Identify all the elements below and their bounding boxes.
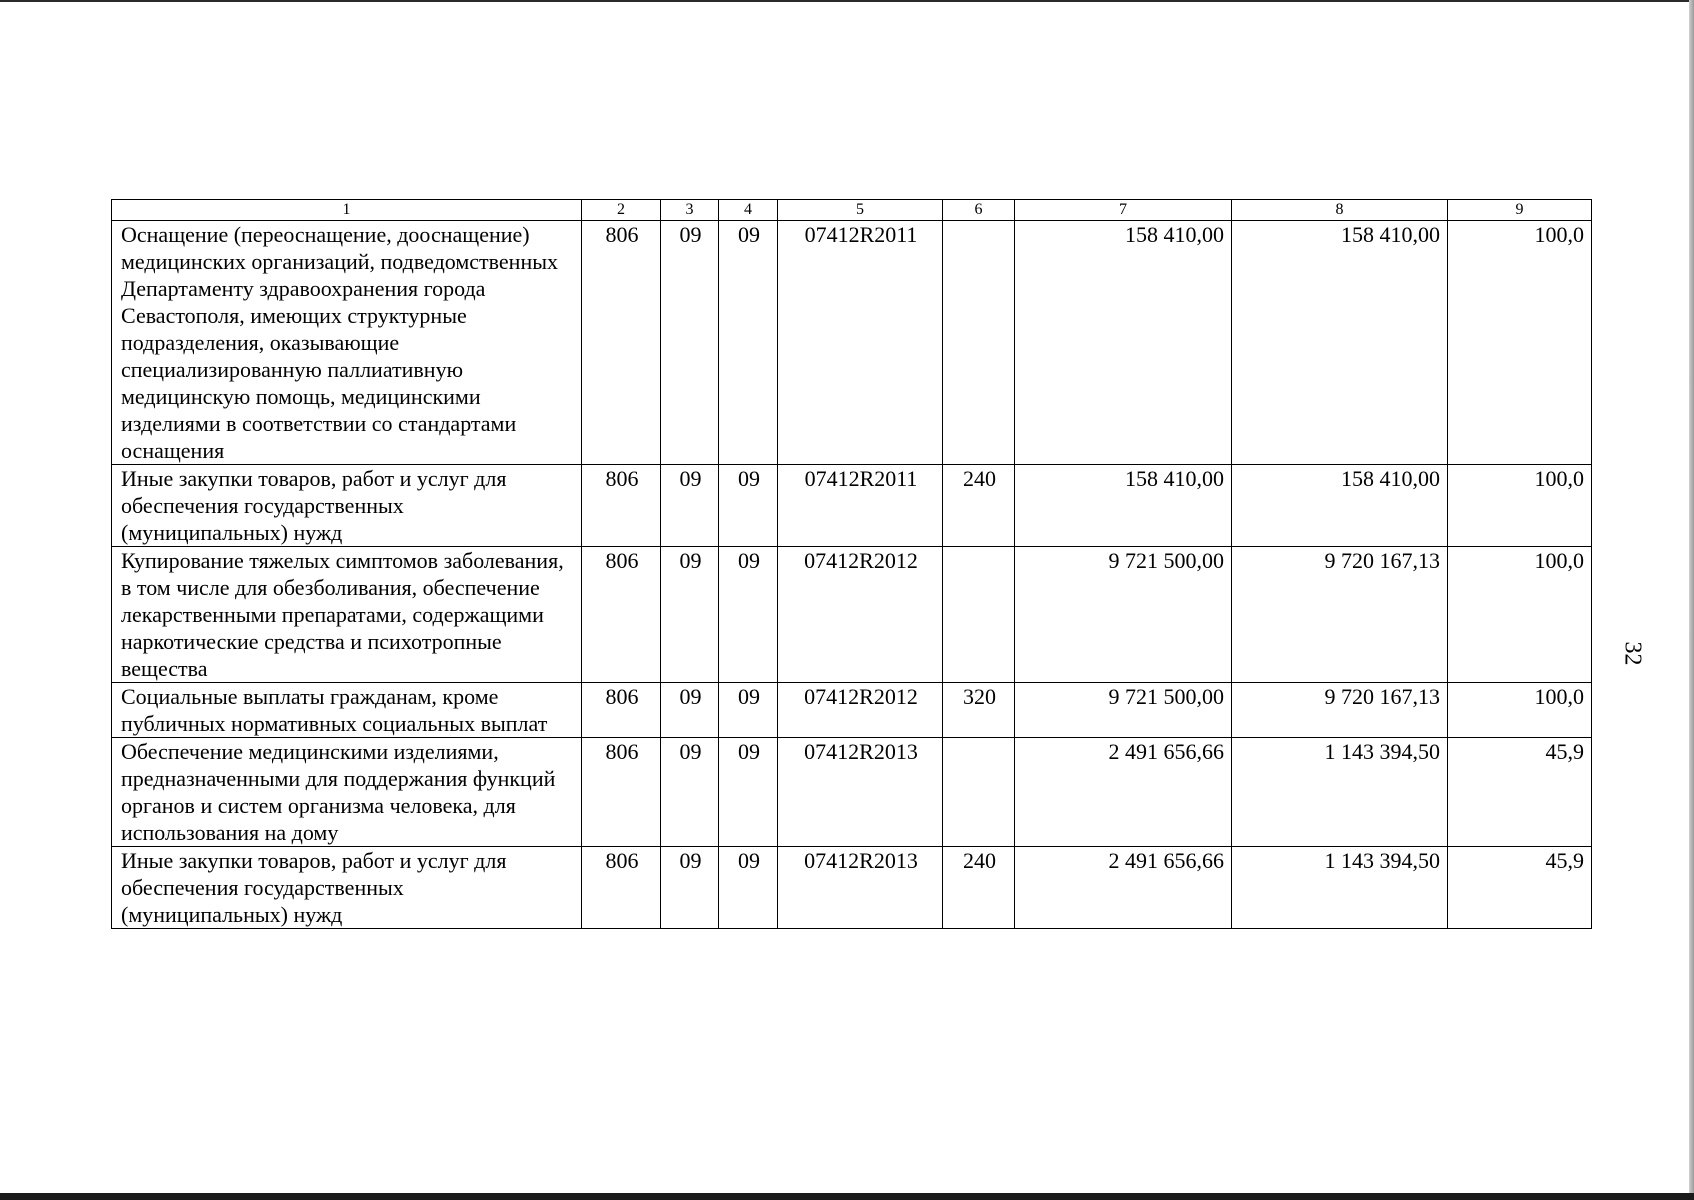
target-article-code: 07412R2011 <box>778 465 943 547</box>
scan-edge-bottom <box>0 1193 1694 1200</box>
execution-percent: 45,9 <box>1448 847 1592 929</box>
execution-percent: 100,0 <box>1448 547 1592 683</box>
section-code: 09 <box>661 847 719 929</box>
target-article-code: 07412R2012 <box>778 683 943 738</box>
column-number: 7 <box>1015 200 1232 221</box>
ministry-code: 806 <box>582 847 661 929</box>
table-row <box>112 847 1592 929</box>
subsection-code: 09 <box>719 847 778 929</box>
budget-table <box>111 199 1592 929</box>
column-number-row <box>112 200 1592 221</box>
section-code: 09 <box>661 738 719 847</box>
row-name: Оснащение (переоснащение, дооснащение) медицинских организаций, подведомственных Департаменту здравоохранения города Севастополя, имеющих структурные подразделения, оказывающие специализированную паллиативную медицинскую помощь, медицинскими изделиями в соответствии со стандартами оснащения <box>112 221 582 465</box>
section-code: 09 <box>661 547 719 683</box>
execution-percent: 100,0 <box>1448 683 1592 738</box>
subsection-code: 09 <box>719 221 778 465</box>
expense-type-code <box>943 221 1015 465</box>
expense-type-code <box>943 547 1015 683</box>
planned-amount: 9 721 500,00 <box>1015 683 1232 738</box>
subsection-code: 09 <box>719 465 778 547</box>
row-name: Обеспечение медицинскими изделиями, предназначенными для поддержания функций органов и систем организма человека, для использования на дому <box>112 738 582 847</box>
target-article-code: 07412R2013 <box>778 847 943 929</box>
subsection-code: 09 <box>719 547 778 683</box>
page-number: 32 <box>1619 641 1646 666</box>
subsection-code: 09 <box>719 738 778 847</box>
executed-amount: 1 143 394,50 <box>1232 738 1448 847</box>
column-number: 4 <box>719 200 778 221</box>
target-article-code: 07412R2012 <box>778 547 943 683</box>
target-article-code: 07412R2011 <box>778 221 943 465</box>
table-row <box>112 221 1592 465</box>
executed-amount: 158 410,00 <box>1232 465 1448 547</box>
execution-percent: 100,0 <box>1448 465 1592 547</box>
section-code: 09 <box>661 683 719 738</box>
planned-amount: 158 410,00 <box>1015 465 1232 547</box>
table-row <box>112 547 1592 683</box>
executed-amount: 9 720 167,13 <box>1232 547 1448 683</box>
planned-amount: 2 491 656,66 <box>1015 847 1232 929</box>
table-row <box>112 683 1592 738</box>
expense-type-code: 320 <box>943 683 1015 738</box>
table-row <box>112 465 1592 547</box>
ministry-code: 806 <box>582 738 661 847</box>
column-number: 5 <box>778 200 943 221</box>
column-number: 2 <box>582 200 661 221</box>
section-code: 09 <box>661 465 719 547</box>
column-number: 8 <box>1232 200 1448 221</box>
expense-type-code <box>943 738 1015 847</box>
execution-percent: 45,9 <box>1448 738 1592 847</box>
target-article-code: 07412R2013 <box>778 738 943 847</box>
ministry-code: 806 <box>582 683 661 738</box>
column-number: 6 <box>943 200 1015 221</box>
row-name: Иные закупки товаров, работ и услуг для обеспечения государственных (муниципальных) нужд <box>112 847 582 929</box>
ministry-code: 806 <box>582 221 661 465</box>
scan-edge-right <box>1689 0 1694 1200</box>
section-code: 09 <box>661 221 719 465</box>
expense-type-code: 240 <box>943 465 1015 547</box>
ministry-code: 806 <box>582 465 661 547</box>
column-number: 9 <box>1448 200 1592 221</box>
column-number: 3 <box>661 200 719 221</box>
ministry-code: 806 <box>582 547 661 683</box>
executed-amount: 158 410,00 <box>1232 221 1448 465</box>
expense-type-code: 240 <box>943 847 1015 929</box>
planned-amount: 9 721 500,00 <box>1015 547 1232 683</box>
executed-amount: 1 143 394,50 <box>1232 847 1448 929</box>
row-name: Иные закупки товаров, работ и услуг для обеспечения государственных (муниципальных) нужд <box>112 465 582 547</box>
column-number: 1 <box>112 200 582 221</box>
planned-amount: 158 410,00 <box>1015 221 1232 465</box>
row-name: Купирование тяжелых симптомов заболевания, в том числе для обезболивания, обеспечение лекарственными препаратами, содержащими наркотические средства и психотропные вещества <box>112 547 582 683</box>
execution-percent: 100,0 <box>1448 221 1592 465</box>
scan-edge-top <box>0 0 1694 2</box>
executed-amount: 9 720 167,13 <box>1232 683 1448 738</box>
table-row <box>112 738 1592 847</box>
row-name: Социальные выплаты гражданам, кроме публичных нормативных социальных выплат <box>112 683 582 738</box>
subsection-code: 09 <box>719 683 778 738</box>
planned-amount: 2 491 656,66 <box>1015 738 1232 847</box>
